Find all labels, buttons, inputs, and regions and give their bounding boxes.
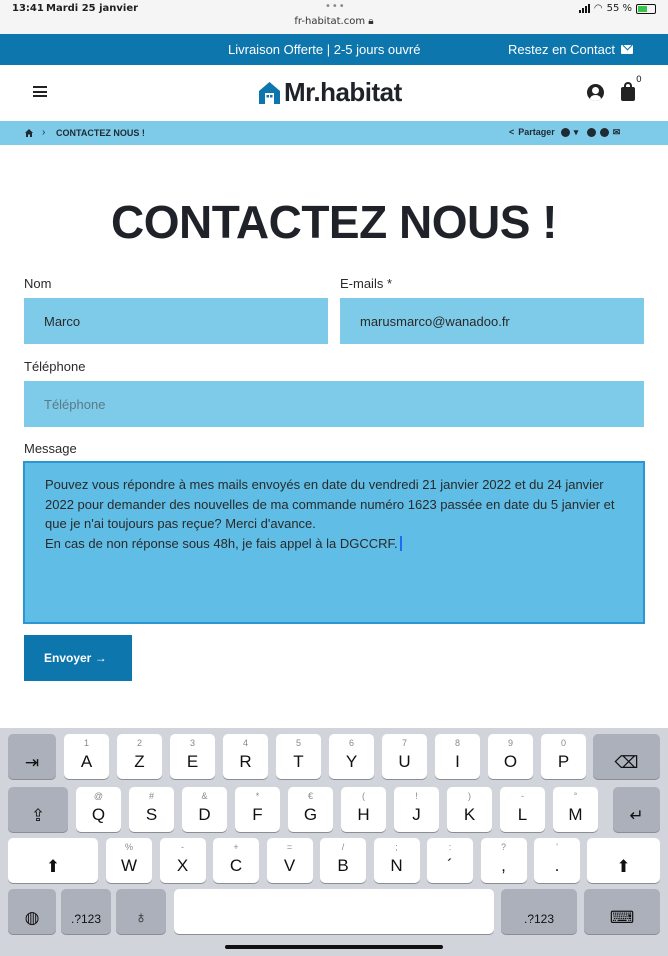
message-paragraph-2-text: En cas de non réponse sous 48h, je fais appel à la DGCCRF. xyxy=(45,535,398,551)
twitter-icon[interactable]: ▾ xyxy=(573,126,579,137)
key[interactable] xyxy=(481,838,527,883)
key-alt-char: 3 xyxy=(189,738,195,748)
key-alt-char: & xyxy=(201,791,208,801)
key-char: S xyxy=(145,805,158,824)
key-alt-char: ? xyxy=(500,842,506,852)
message-textarea[interactable] xyxy=(23,461,645,624)
delete-key[interactable] xyxy=(593,734,660,779)
space-bar[interactable] xyxy=(174,889,494,934)
facebook-icon[interactable] xyxy=(561,128,570,137)
return-key[interactable] xyxy=(613,787,660,832)
key-char: F xyxy=(252,805,263,824)
caps-lock-icon: ⇪ xyxy=(30,806,46,825)
announcement-message: Livraison Offerte | 2-5 jours ouvré xyxy=(228,42,421,57)
key-alt-char: * xyxy=(255,791,260,801)
caps-lock-key[interactable] xyxy=(8,787,68,832)
key-char: M xyxy=(568,805,583,824)
key-char: A xyxy=(80,752,93,771)
key-alt-char: 5 xyxy=(295,738,301,748)
status-date: Mardi 25 janvier xyxy=(46,3,139,14)
key-alt-char: # xyxy=(148,791,154,801)
backspace-icon: ⌫ xyxy=(614,753,639,772)
key[interactable] xyxy=(182,787,227,832)
key-char: E xyxy=(186,752,199,771)
key[interactable] xyxy=(329,734,374,779)
numbers-key-right[interactable] xyxy=(501,889,577,934)
text-cursor xyxy=(400,536,402,551)
share-label[interactable]: Partager xyxy=(518,127,555,137)
key-alt-char: 1 xyxy=(83,738,89,748)
email-label: E-mails * xyxy=(340,276,393,291)
key-alt-char: @ xyxy=(93,791,104,801)
status-right xyxy=(579,3,656,14)
message-paragraph-1: Pouvez vous répondre à mes mails envoyés en date du vendredi 21 janvier 2022 et du 24 janvier 2022 pour demander des nouvelles de ma commande numéro 1623 passée en date du 5 janvier et que je n'ai toujours pas reçue? Merci d'avance. xyxy=(45,477,615,531)
key-char: I xyxy=(455,752,460,771)
key[interactable] xyxy=(235,787,280,832)
breadcrumb-current: CONTACTEZ NOUS ! xyxy=(56,128,145,138)
key-char: B xyxy=(337,856,349,875)
key-char: N xyxy=(390,856,403,875)
keyboard-hide-icon: ⌨ xyxy=(609,908,635,927)
breadcrumb-separator: › xyxy=(42,127,46,138)
key-alt-char: ! xyxy=(415,791,418,801)
key-char: Y xyxy=(345,752,358,771)
key-alt-char: = xyxy=(286,842,293,852)
home-indicator[interactable] xyxy=(225,945,443,949)
key-alt-char: - xyxy=(521,791,524,801)
site-header xyxy=(0,65,668,121)
cart-icon[interactable] xyxy=(621,87,635,101)
key[interactable] xyxy=(341,787,386,832)
globe-icon: ◍ xyxy=(24,908,40,927)
key-char: K xyxy=(463,805,476,824)
numbers-key-left[interactable] xyxy=(61,889,111,934)
mail-icon xyxy=(621,45,633,54)
signal-icon xyxy=(579,4,590,13)
address-bar[interactable] xyxy=(0,16,668,27)
key-alt-char: / xyxy=(341,842,345,852)
lock-icon: 🔒︎ xyxy=(368,16,374,27)
key[interactable] xyxy=(129,787,174,832)
message-paragraph-2 xyxy=(45,534,623,554)
key-char: O xyxy=(503,752,518,771)
share-icon[interactable]: < xyxy=(509,127,515,137)
key-char: Q xyxy=(91,805,106,824)
key-alt-char: 7 xyxy=(401,738,407,748)
key-char: C xyxy=(229,856,243,875)
key-char: X xyxy=(176,856,189,875)
key[interactable] xyxy=(117,734,162,779)
numbers-key-label: .?123 xyxy=(70,912,102,926)
breadcrumb xyxy=(0,121,668,145)
page-title: CONTACTEZ NOUS ! xyxy=(110,196,557,248)
key-char: Z xyxy=(134,752,145,771)
globe-key[interactable] xyxy=(8,889,56,934)
key[interactable] xyxy=(427,838,473,883)
key[interactable] xyxy=(541,734,586,779)
key-char: , xyxy=(501,856,506,875)
key[interactable] xyxy=(534,838,580,883)
message-label: Message xyxy=(24,441,77,456)
microphone-icon: ♁ xyxy=(134,908,148,927)
phone-label: Téléphone xyxy=(24,359,86,374)
key-char: D xyxy=(198,805,211,824)
home-icon[interactable] xyxy=(25,129,33,137)
logo-text: Mr.habitat xyxy=(284,77,402,107)
key-alt-char: : xyxy=(448,842,452,852)
more-dots-icon[interactable]: ••• xyxy=(325,1,346,12)
key-char: L xyxy=(517,805,528,824)
key-char: P xyxy=(557,752,570,771)
key-alt-char: 2 xyxy=(136,738,142,748)
tab-key[interactable] xyxy=(8,734,56,779)
numbers-key-label: .?123 xyxy=(523,912,555,926)
account-icon[interactable] xyxy=(587,84,604,101)
key-alt-char: ( xyxy=(362,791,365,801)
key-char: ´ xyxy=(447,856,453,875)
key[interactable] xyxy=(64,734,109,779)
key-char: U xyxy=(398,752,411,771)
key-char: G xyxy=(303,805,318,824)
site-logo[interactable] xyxy=(258,77,402,108)
send-button[interactable]: Envoyer → xyxy=(24,635,132,681)
key-alt-char: 8 xyxy=(454,738,460,748)
key-char: V xyxy=(283,856,296,875)
key-alt-char: 6 xyxy=(348,738,354,748)
contact-link[interactable] xyxy=(508,42,633,57)
announcement-bar xyxy=(0,34,668,65)
key-alt-char: 0 xyxy=(560,738,566,748)
key-alt-char: ’ xyxy=(556,842,558,852)
key-char: H xyxy=(357,805,370,824)
key-alt-char: + xyxy=(233,842,239,852)
cart-count-badge: 0 xyxy=(636,75,642,85)
key[interactable] xyxy=(435,734,480,779)
pinterest-icon[interactable] xyxy=(587,128,596,137)
key[interactable] xyxy=(394,787,439,832)
key-alt-char: ° xyxy=(573,791,578,801)
status-bar xyxy=(0,0,668,34)
key-alt-char: 4 xyxy=(242,738,248,748)
battery-icon xyxy=(636,4,656,14)
key[interactable] xyxy=(267,838,313,883)
return-icon: ↵ xyxy=(629,806,644,825)
tab-icon: ⇥ xyxy=(24,753,40,772)
key[interactable] xyxy=(213,838,259,883)
shift-icon: ⬆ xyxy=(616,857,631,876)
key-alt-char: ; xyxy=(395,842,398,852)
status-time: 13:41 xyxy=(12,3,44,14)
key[interactable] xyxy=(160,838,206,883)
key[interactable] xyxy=(500,787,545,832)
key-char: R xyxy=(239,752,252,771)
key-char: J xyxy=(412,805,421,824)
phone-field[interactable]: Téléphone xyxy=(24,381,644,427)
key-alt-char: - xyxy=(181,842,184,852)
key-alt-char: € xyxy=(307,791,313,801)
key[interactable] xyxy=(374,838,420,883)
name-field[interactable]: Marco xyxy=(24,298,328,344)
key-char: . xyxy=(554,856,560,875)
share-bar xyxy=(509,127,622,137)
key[interactable] xyxy=(223,734,268,779)
key[interactable] xyxy=(76,787,121,832)
wifi-icon: ◠ xyxy=(593,3,603,14)
dictation-key[interactable] xyxy=(116,889,166,934)
key[interactable] xyxy=(447,787,492,832)
menu-icon[interactable] xyxy=(33,86,47,97)
email-share-icon[interactable]: ✉ xyxy=(612,126,621,137)
key[interactable] xyxy=(382,734,427,779)
key[interactable] xyxy=(488,734,533,779)
key-alt-char: % xyxy=(124,842,133,852)
key-alt-char: ) xyxy=(468,791,471,801)
key-char: T xyxy=(293,752,304,771)
key-char: W xyxy=(120,856,138,875)
key[interactable] xyxy=(170,734,215,779)
contact-label: Restez en Contact xyxy=(508,42,615,57)
key[interactable] xyxy=(288,787,333,832)
key[interactable] xyxy=(553,787,598,832)
email-field[interactable]: marusmarco@wanadoo.fr xyxy=(340,298,644,344)
onscreen-keyboard xyxy=(0,728,668,956)
key[interactable] xyxy=(276,734,321,779)
key[interactable] xyxy=(106,838,152,883)
shift-icon: ⬆ xyxy=(45,857,61,876)
shift-left-key[interactable] xyxy=(8,838,98,883)
name-label: Nom xyxy=(24,276,52,291)
key-alt-char: 9 xyxy=(507,738,513,748)
url-text: fr-habitat.com xyxy=(294,16,366,27)
hide-keyboard-key[interactable] xyxy=(584,889,660,934)
key[interactable] xyxy=(320,838,366,883)
whatsapp-icon[interactable] xyxy=(600,128,609,137)
house-logo-icon xyxy=(258,81,281,105)
shift-right-key[interactable] xyxy=(587,838,660,883)
battery-percent: 55 % xyxy=(606,3,632,14)
